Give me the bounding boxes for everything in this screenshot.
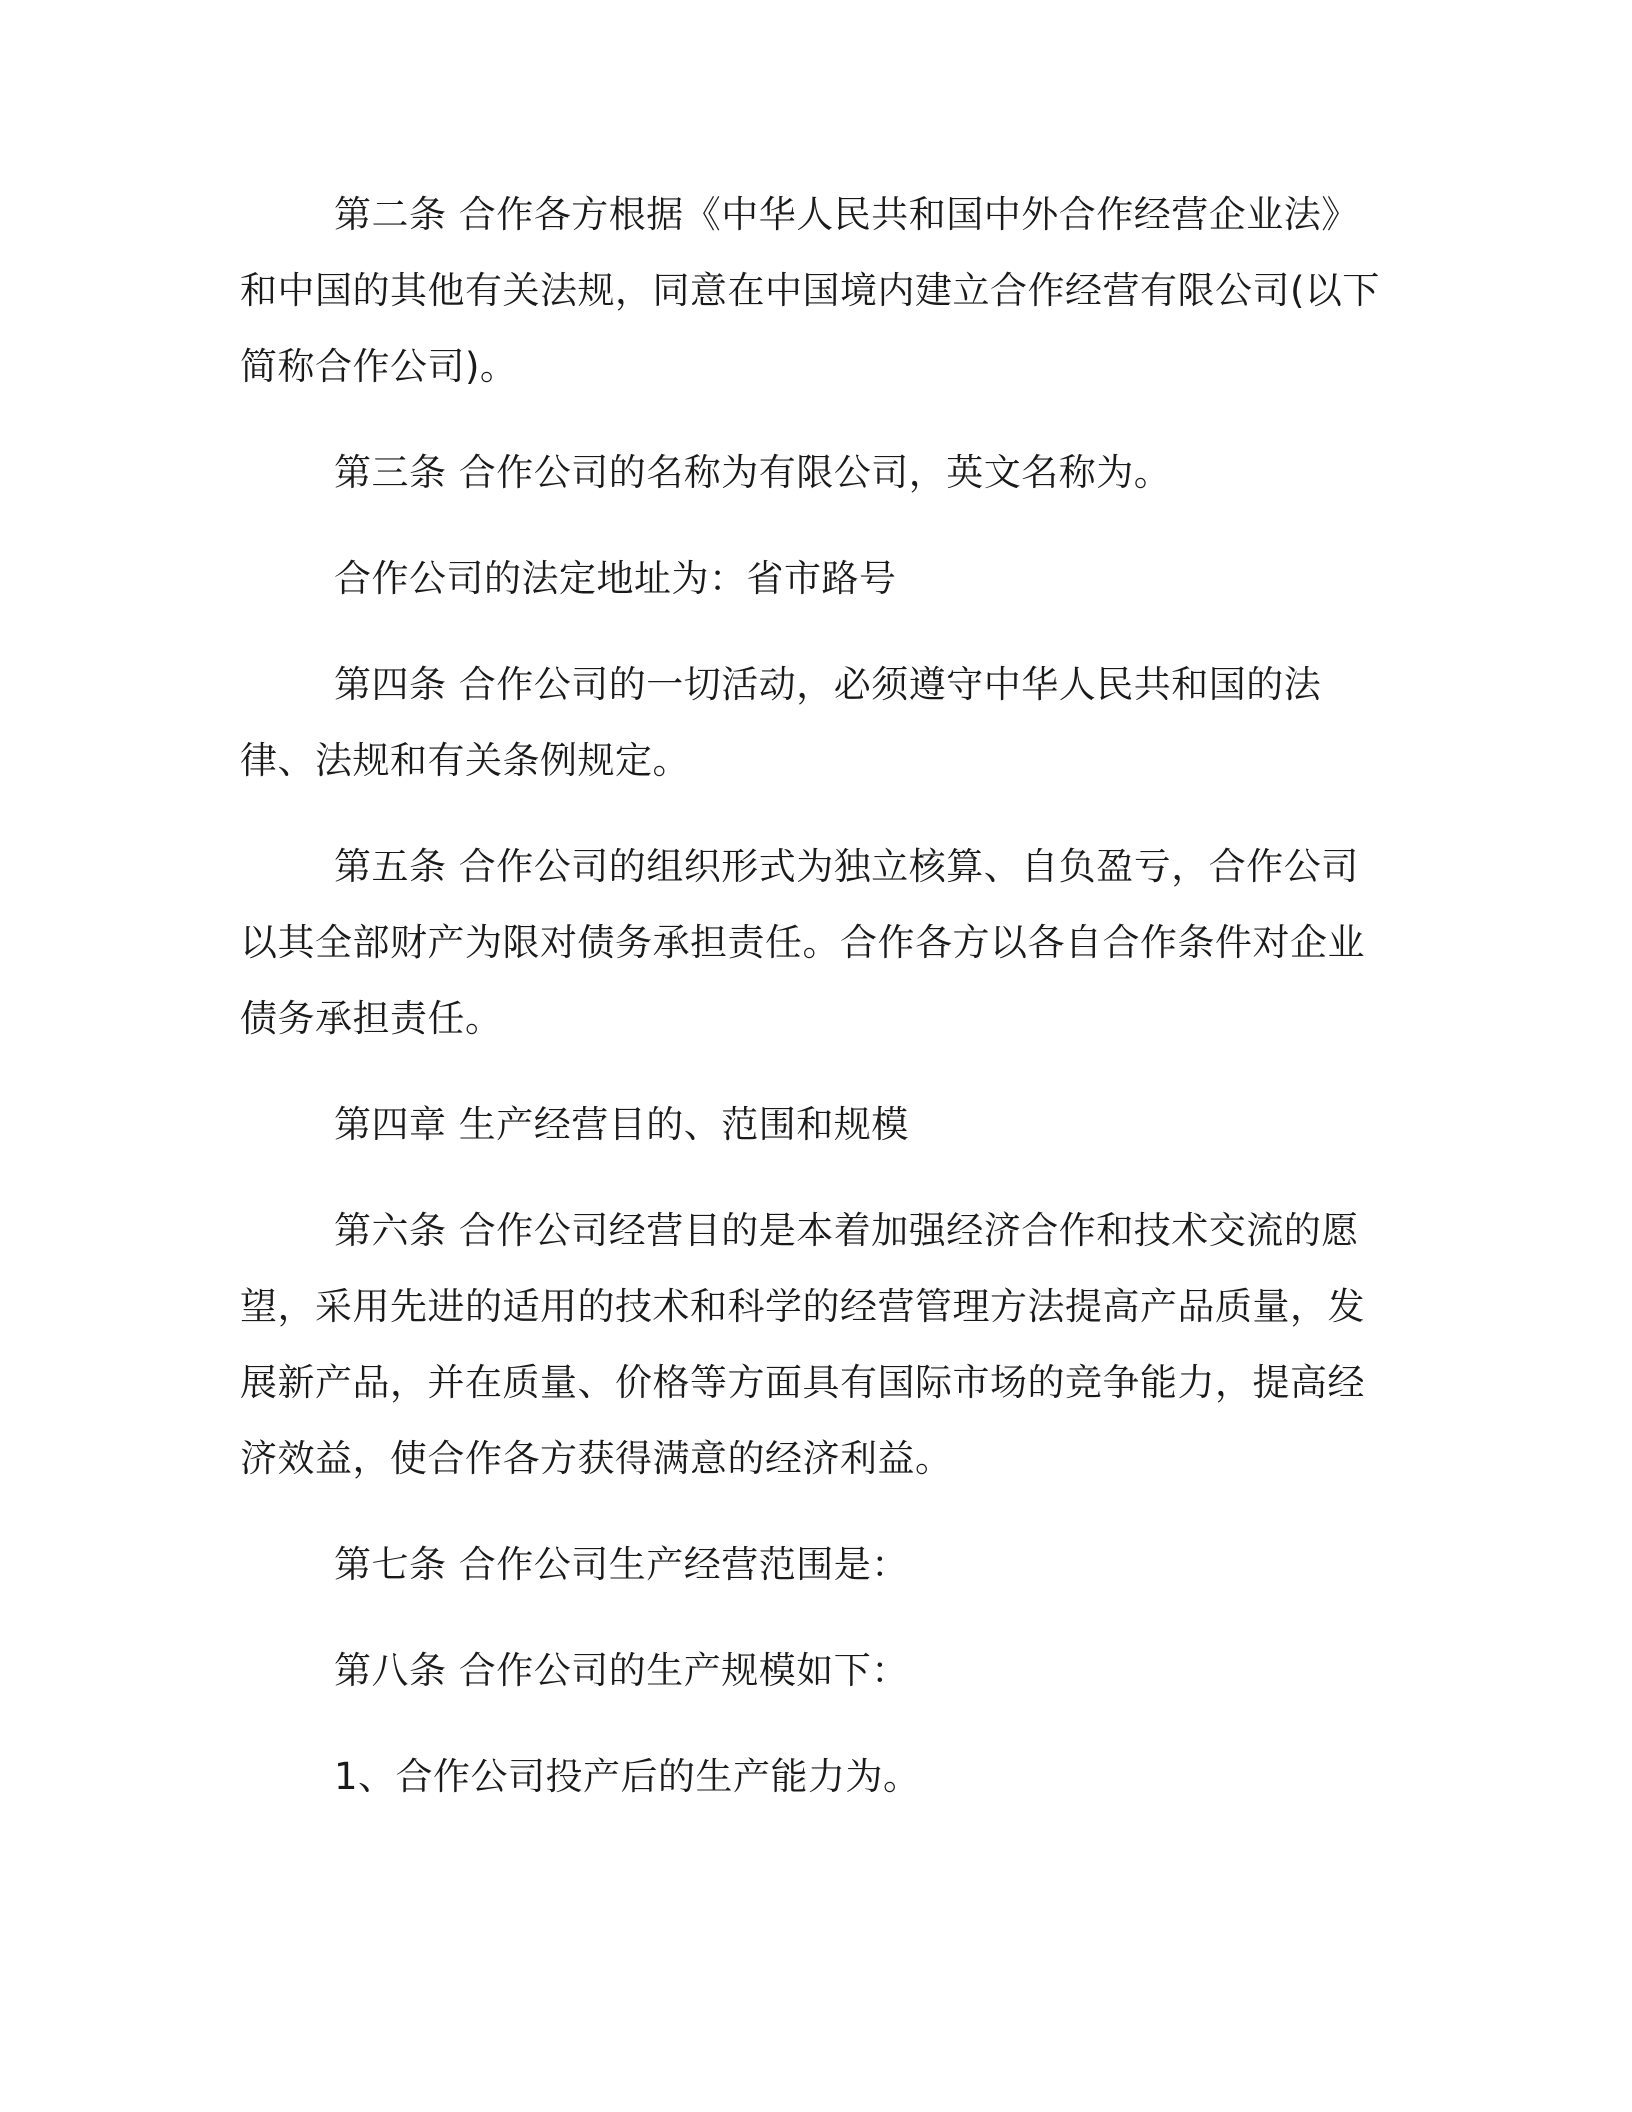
paragraph-article-7: 第七条 合作公司生产经营范围是： xyxy=(334,1543,909,1586)
paragraph-article-4: 第四条 合作公司的一切活动，必须遵守中华人民共和国的法律、法规和有关条例规定。 xyxy=(240,663,1322,782)
list-item-1: 1、合作公司投产后的生产能力为。 xyxy=(334,1755,921,1798)
paragraph-article-3: 第三条 合作公司的名称为有限公司，英文名称为。 xyxy=(334,451,1172,494)
chapter-4-heading: 第四章 生产经营目的、范围和规模 xyxy=(334,1103,909,1146)
paragraph-legal-address: 合作公司的法定地址为：省市路号 xyxy=(334,557,897,600)
paragraph-article-6: 第六条 合作公司经营目的是本着加强经济合作和技术交流的愿望，采用先进的适用的技术和科学的经营管理方法提高产品质量，发展新产品，并在质量、价格等方面具有国际市场的竞争能力，提高经济效益，使合作各方获得满意的经济利益。 xyxy=(240,1209,1365,1480)
document-body xyxy=(240,177,1390,1815)
paragraph-article-8: 第八条 合作公司的生产规模如下： xyxy=(334,1649,909,1692)
paragraph-article-5: 第五条 合作公司的组织形式为独立核算、自负盈亏，合作公司以其全部财产为限对债务承担责任。合作各方以各自合作条件对企业债务承担责任。 xyxy=(240,845,1365,1040)
paragraph-article-2: 第二条 合作各方根据《中华人民共和国中外合作经营企业法》和中国的其他有关法规，同意在中国境内建立合作经营有限公司(以下简称合作公司)。 xyxy=(240,193,1380,388)
